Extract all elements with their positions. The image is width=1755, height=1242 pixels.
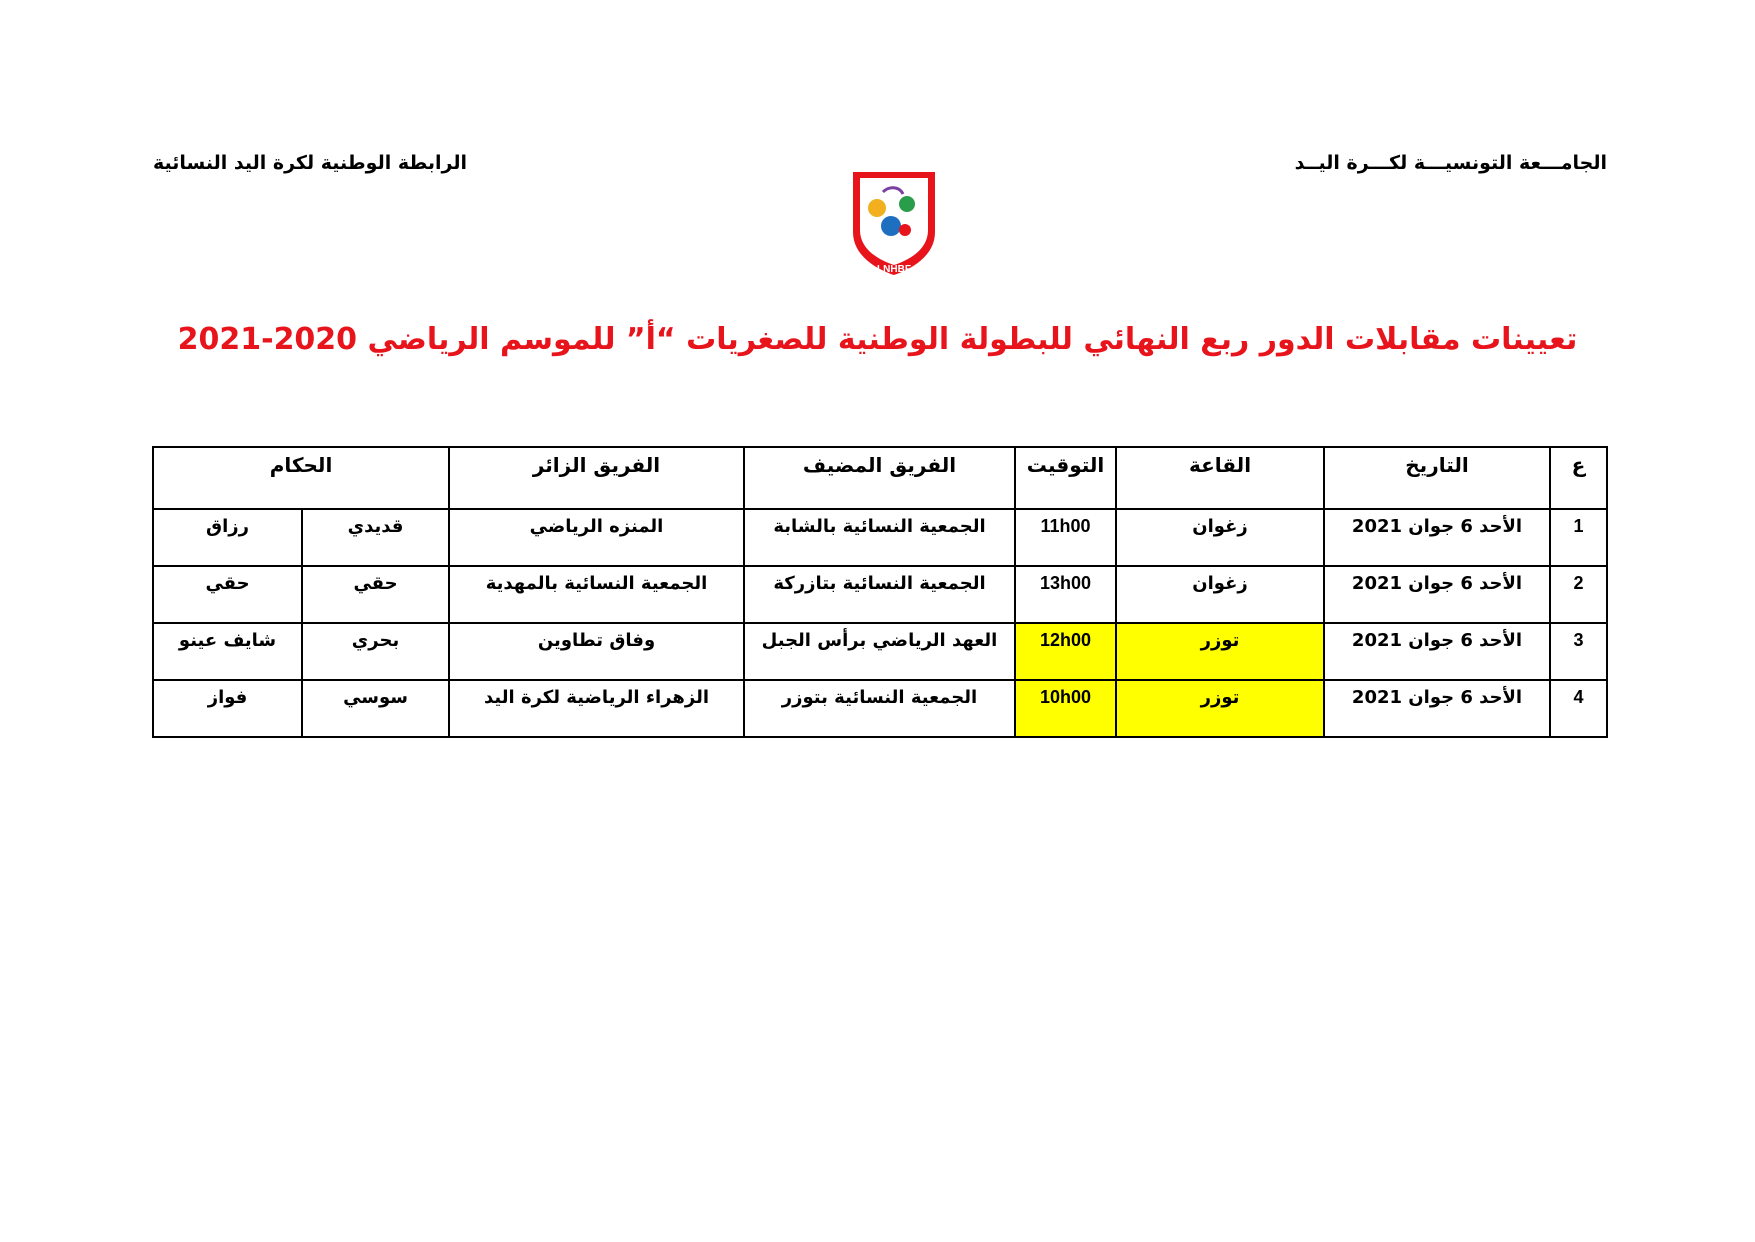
- row-hall: زغوان: [1116, 566, 1324, 623]
- row-referee-1: قديدي: [302, 509, 449, 566]
- row-time: 12h00: [1015, 623, 1116, 680]
- page-title: تعيينات مقابلات الدور ربع النهائي للبطولة الوطنية للصغريات “أ” للموسم الرياضي 2020-2021: [177, 322, 1578, 357]
- row-home: الجمعية النسائية بالشابة: [744, 509, 1015, 566]
- table-row: [153, 680, 1607, 737]
- col-away: الفريق الزائر: [449, 447, 744, 509]
- schedule-table: [152, 446, 1608, 738]
- row-num: 3: [1550, 623, 1607, 680]
- row-hall: توزر: [1116, 623, 1324, 680]
- row-referee-1: بحري: [302, 623, 449, 680]
- table-header-row: [153, 447, 1607, 509]
- row-num: 1: [1550, 509, 1607, 566]
- row-referee-2: رزاق: [153, 509, 302, 566]
- row-away: المنزه الرياضي: [449, 509, 744, 566]
- row-time: 11h00: [1015, 509, 1116, 566]
- row-away: وفاق تطاوين: [449, 623, 744, 680]
- row-home: الجمعية النسائية بتازركة: [744, 566, 1015, 623]
- league-name: الرابطة الوطنية لكرة اليد النسائية: [153, 152, 467, 174]
- table-row: [153, 623, 1607, 680]
- row-num: 2: [1550, 566, 1607, 623]
- row-home: الجمعية النسائية بتوزر: [744, 680, 1015, 737]
- row-referee-1: سوسي: [302, 680, 449, 737]
- row-date: الأحد 6 جوان 2021: [1324, 566, 1550, 623]
- row-hall: توزر: [1116, 680, 1324, 737]
- row-time: 13h00: [1015, 566, 1116, 623]
- col-date: التاريخ: [1324, 447, 1550, 509]
- table-row: [153, 566, 1607, 623]
- row-away: الجمعية النسائية بالمهدية: [449, 566, 744, 623]
- row-away: الزهراء الرياضية لكرة اليد: [449, 680, 744, 737]
- row-date: الأحد 6 جوان 2021: [1324, 680, 1550, 737]
- row-referee-2: حقي: [153, 566, 302, 623]
- federation-name: الجامـــعة التونسيـــة لكـــرة اليــد: [1294, 152, 1607, 174]
- row-num: 4: [1550, 680, 1607, 737]
- col-referees: الحكام: [153, 447, 449, 509]
- row-referee-1: حقي: [302, 566, 449, 623]
- row-time: 10h00: [1015, 680, 1116, 737]
- col-home: الفريق المضيف: [744, 447, 1015, 509]
- row-hall: زغوان: [1116, 509, 1324, 566]
- col-num: ع: [1550, 447, 1607, 509]
- row-home: العهد الرياضي برأس الجبل: [744, 623, 1015, 680]
- lnhbf-logo-icon: [847, 168, 941, 278]
- row-date: الأحد 6 جوان 2021: [1324, 509, 1550, 566]
- logo-label: LNHBF: [877, 264, 911, 275]
- row-referee-2: فواز: [153, 680, 302, 737]
- table-row: [153, 509, 1607, 566]
- col-time: التوقيت: [1015, 447, 1116, 509]
- row-date: الأحد 6 جوان 2021: [1324, 623, 1550, 680]
- row-referee-2: شايف عينو: [153, 623, 302, 680]
- col-hall: القاعة: [1116, 447, 1324, 509]
